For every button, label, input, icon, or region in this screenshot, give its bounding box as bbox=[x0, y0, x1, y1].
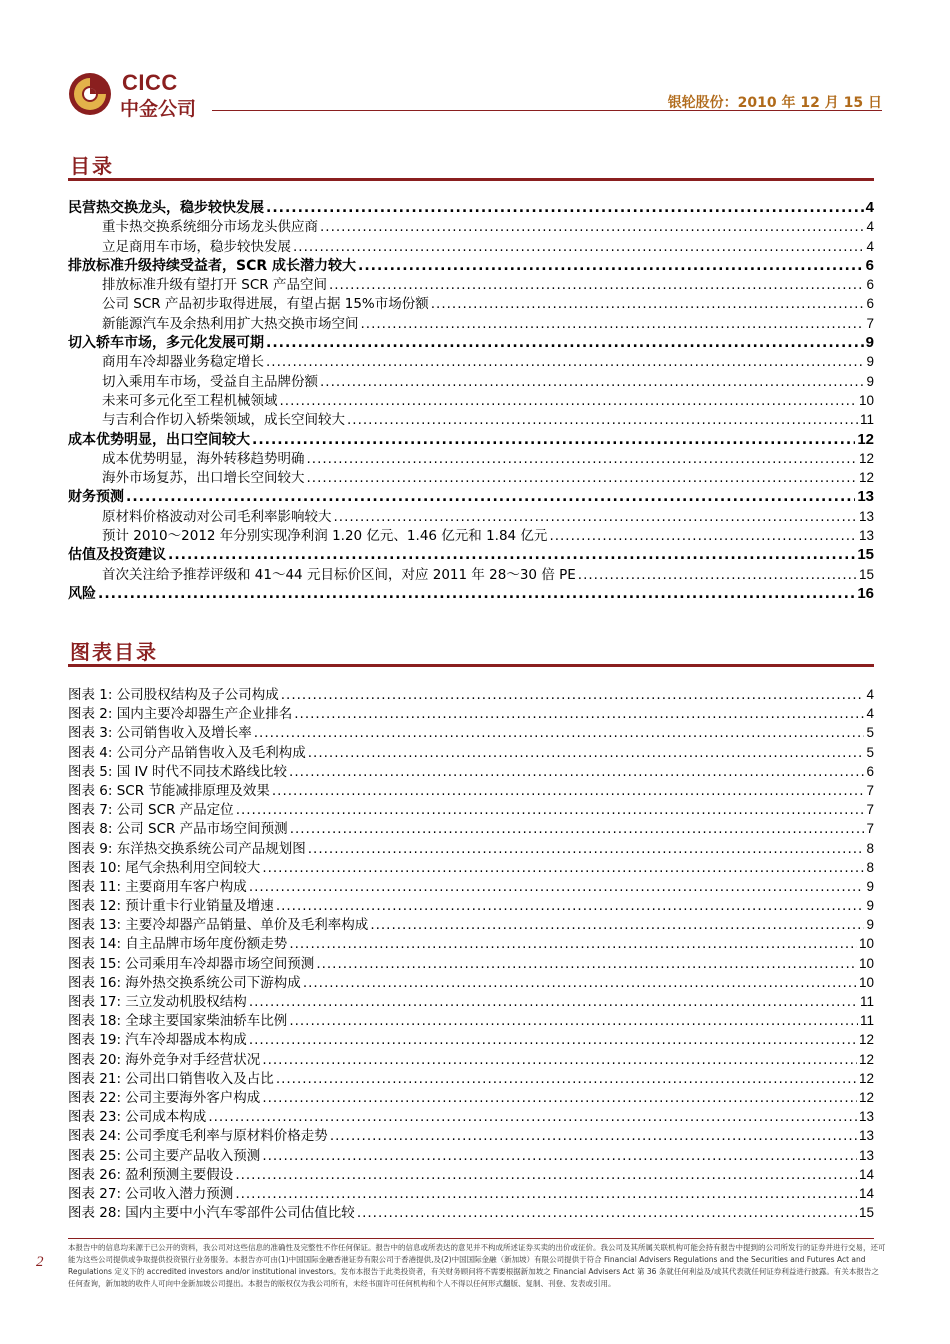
figure-entry-label: 图表 20: 海外竞争对手经营状况 bbox=[68, 1051, 261, 1068]
figure-entry-label: 图表 28: 国内主要中小汽车零部件公司估值比较 bbox=[68, 1205, 355, 1222]
figure-entry[interactable] bbox=[68, 781, 874, 800]
toc-entry-label: 排放标准升级有望打开 SCR 产品空间 bbox=[102, 277, 327, 294]
figure-entry-label: 图表 14: 自主品牌市场年度份额走势 bbox=[68, 936, 288, 953]
toc-section-entry[interactable] bbox=[68, 449, 874, 468]
figure-entry[interactable] bbox=[68, 934, 874, 953]
toc-chapter-entry[interactable] bbox=[68, 333, 874, 352]
toc-leader-dots bbox=[549, 527, 857, 546]
figures-list bbox=[68, 685, 874, 1222]
toc-entry-label: 首次关注给予推荐评级和 41～44 元目标价区间，对应 2011 年 28～30 倍 PE bbox=[102, 566, 576, 583]
figure-entry-label: 图表 9: 东洋热交换系统公司产品规划图 bbox=[68, 840, 306, 857]
figure-entry-label: 图表 13: 主要冷却器产品销量、单价及毛利率构成 bbox=[68, 917, 369, 934]
toc-section-entry[interactable] bbox=[68, 352, 874, 371]
figure-entry-label: 图表 23: 公司成本构成 bbox=[68, 1109, 207, 1126]
figure-leader-dots bbox=[330, 1127, 857, 1146]
figure-entry[interactable] bbox=[68, 743, 874, 762]
toc-entry-page: 11 bbox=[859, 412, 874, 428]
toc-chapter-entry[interactable] bbox=[68, 198, 874, 217]
cicc-logo-icon bbox=[68, 72, 112, 116]
toc-section-entry[interactable] bbox=[68, 237, 874, 256]
figure-entry-label: 图表 18: 全球主要国家柴油轿车比例 bbox=[68, 1013, 288, 1030]
footer-rule bbox=[68, 1238, 874, 1239]
toc-title-rule bbox=[68, 178, 874, 181]
disclaimer: 本报告中的信息均来源于已公开的资料，我公司对这些信息的准确性及完整性不作任何保证。报告中的信息或所表达的意见并不构成所述证券买卖的出价或征价。我公司及其所属关联机构可能会持有报告中提到的公司所发行的证券并进行交易，还可能为这些公司提供或争取提供投资银行业务服务。本报告亦可由(1)中国国际金融香港证券有限公司于香港提供,及(2)中国国际金融（新加坡）有限公司提供于符合 Financial Advisers Regulations and the Securities and Futures Act and Regulations 定义下的 accredited investors and/or institutional investors。发布本报告于此类投资者，有关财务顾问将不需要根据新加坡之 Financial Advisers Act 第 36 条就任何利益及/或其代表就任何证券利益进行披露。有关本报告之任何查询，新加坡的收件人可向中金新加坡公司提出。本报告的版权仅为我公司所有，未经书面许可任何机构和个人不得以任何形式翻版、复制、刊登、发表或引用。 bbox=[68, 1243, 886, 1288]
toc-entry-label: 原材料价格波动对公司毛利率影响较大 bbox=[102, 508, 332, 525]
figure-entry[interactable] bbox=[68, 762, 874, 781]
figure-entry-page: 9 bbox=[866, 898, 874, 914]
figure-entry[interactable] bbox=[68, 1184, 874, 1203]
toc-section-entry[interactable] bbox=[68, 468, 874, 487]
figure-leader-dots bbox=[235, 1166, 857, 1185]
figure-entry-page: 12 bbox=[858, 1070, 874, 1086]
figure-entry-page: 4 bbox=[866, 706, 874, 722]
toc-leader-dots bbox=[293, 238, 864, 257]
figure-leader-dots bbox=[235, 1185, 857, 1204]
toc-entry-page: 10 bbox=[858, 392, 874, 408]
figure-entry-page: 10 bbox=[858, 955, 874, 971]
figure-entry-page: 9 bbox=[866, 917, 874, 933]
figure-entry-page: 13 bbox=[858, 1109, 874, 1125]
toc-entry-page: 15 bbox=[858, 566, 874, 582]
toc-leader-dots bbox=[334, 508, 857, 527]
figure-entry-page: 10 bbox=[858, 936, 874, 952]
toc-entry-page: 6 bbox=[866, 296, 874, 312]
toc-entry-label: 公司 SCR 产品初步取得进展，有望占据 15%市场份额 bbox=[102, 296, 429, 313]
figure-leader-dots bbox=[249, 993, 858, 1012]
toc-section-entry[interactable] bbox=[68, 507, 874, 526]
toc-section-entry[interactable] bbox=[68, 314, 874, 333]
figures-title-rule bbox=[68, 664, 874, 667]
figure-entry[interactable] bbox=[68, 1011, 874, 1030]
figure-leader-dots bbox=[236, 801, 865, 820]
toc-section-entry[interactable] bbox=[68, 410, 874, 429]
figure-leader-dots bbox=[262, 859, 864, 878]
figure-entry-page: 8 bbox=[866, 859, 874, 875]
figure-entry-label: 图表 27: 公司收入潜力预测 bbox=[68, 1185, 234, 1202]
figure-leader-dots bbox=[262, 1051, 857, 1070]
figure-entry-page: 7 bbox=[866, 802, 874, 818]
toc-entry-page: 9 bbox=[866, 373, 874, 389]
figure-leader-dots bbox=[308, 744, 865, 763]
toc-entry-page: 12 bbox=[858, 470, 874, 486]
figure-entry[interactable] bbox=[68, 723, 874, 742]
toc-leader-dots bbox=[307, 450, 857, 469]
toc-entry-page: 9 bbox=[865, 334, 874, 352]
toc-entry-label: 立足商用车市场，稳步较快发展 bbox=[102, 238, 291, 255]
toc-section-entry[interactable] bbox=[68, 391, 874, 410]
toc-leader-dots bbox=[320, 373, 864, 392]
toc-chapter-entry[interactable] bbox=[68, 545, 874, 564]
toc-entry-page: 4 bbox=[865, 199, 874, 216]
figure-leader-dots bbox=[254, 724, 865, 743]
figure-leader-dots bbox=[272, 782, 865, 801]
toc-leader-dots bbox=[126, 488, 855, 507]
toc-entry-page: 9 bbox=[866, 354, 874, 370]
figure-entry-label: 图表 10: 尾气余热利用空间较大 bbox=[68, 859, 261, 876]
toc-leader-dots bbox=[266, 199, 864, 218]
toc-entry-label: 成本优势明显，出口空间较大 bbox=[68, 431, 250, 448]
toc-entry-page: 6 bbox=[866, 277, 874, 293]
figure-leader-dots bbox=[276, 897, 865, 916]
figure-entry-page: 14 bbox=[858, 1185, 874, 1201]
toc-entry-label: 排放标准升级持续受益者，SCR 成长潜力较大 bbox=[68, 257, 357, 274]
figure-leader-dots bbox=[303, 974, 857, 993]
figure-leader-dots bbox=[208, 1108, 857, 1127]
figure-leader-dots bbox=[281, 686, 865, 705]
toc-title: 目录 bbox=[70, 154, 114, 178]
toc-leader-dots bbox=[98, 585, 855, 604]
figure-entry-page: 8 bbox=[866, 840, 874, 856]
figure-entry-label: 图表 5: 国 IV 时代不同技术路线比较 bbox=[68, 763, 288, 780]
figure-entry-label: 图表 19: 汽车冷却器成本构成 bbox=[68, 1032, 247, 1049]
figure-leader-dots bbox=[262, 1147, 857, 1166]
toc-entry-page: 13 bbox=[857, 488, 874, 506]
toc-entry-page: 12 bbox=[858, 450, 874, 466]
figure-leader-dots bbox=[316, 955, 857, 974]
toc-entry-page: 16 bbox=[857, 584, 874, 602]
figure-leader-dots bbox=[249, 878, 865, 897]
toc-section-entry[interactable] bbox=[68, 526, 874, 545]
toc-entry-label: 风险 bbox=[68, 585, 96, 602]
figure-leader-dots bbox=[308, 840, 865, 859]
toc-entry-page: 13 bbox=[858, 508, 874, 524]
figure-entry[interactable] bbox=[68, 1088, 874, 1107]
figure-entry[interactable] bbox=[68, 973, 874, 992]
figure-entry-page: 15 bbox=[858, 1205, 874, 1221]
figure-entry-label: 图表 6: SCR 节能减排原理及效果 bbox=[68, 782, 270, 799]
figure-entry[interactable] bbox=[68, 704, 874, 723]
report-company-date: 银轮股份：2010 年 12 月 15 日 bbox=[667, 95, 882, 111]
figure-entry-label: 图表 12: 预计重卡行业销量及增速 bbox=[68, 898, 274, 915]
figure-entry[interactable] bbox=[68, 1030, 874, 1049]
figure-entry[interactable] bbox=[68, 1107, 874, 1126]
figure-leader-dots bbox=[289, 763, 864, 782]
figure-leader-dots bbox=[357, 1204, 857, 1223]
figure-entry-label: 图表 22: 公司主要海外客户构成 bbox=[68, 1089, 261, 1106]
figure-entry-page: 12 bbox=[858, 1032, 874, 1048]
toc-chapter-entry[interactable] bbox=[68, 256, 874, 275]
toc-entry-label: 重卡热交换系统细分市场龙头供应商 bbox=[102, 219, 318, 236]
toc-entry-label: 未来可多元化至工程机械领域 bbox=[102, 392, 278, 409]
figure-entry-label: 图表 15: 公司乘用车冷却器市场空间预测 bbox=[68, 955, 315, 972]
figure-leader-dots bbox=[276, 1070, 857, 1089]
figure-entry[interactable] bbox=[68, 685, 874, 704]
figure-entry[interactable] bbox=[68, 896, 874, 915]
figure-entry[interactable] bbox=[68, 877, 874, 896]
figure-entry-page: 6 bbox=[866, 763, 874, 779]
toc-section-entry[interactable] bbox=[68, 294, 874, 313]
toc-entry-label: 成本优势明显，海外转移趋势明确 bbox=[102, 450, 305, 467]
figure-entry[interactable] bbox=[68, 1165, 874, 1184]
figure-entry-label: 图表 25: 公司主要产品收入预测 bbox=[68, 1147, 261, 1164]
toc-leader-dots bbox=[329, 276, 865, 295]
toc-leader-dots bbox=[252, 431, 855, 450]
figure-entry-label: 图表 26: 盈利预测主要假设 bbox=[68, 1166, 234, 1183]
figure-entry[interactable] bbox=[68, 800, 874, 819]
figure-entry[interactable] bbox=[68, 1126, 874, 1145]
cicc-logo bbox=[68, 72, 228, 122]
toc-leader-dots bbox=[361, 315, 865, 334]
figure-entry-page: 7 bbox=[866, 821, 874, 837]
figure-entry-page: 13 bbox=[858, 1147, 874, 1163]
toc-section-entry[interactable] bbox=[68, 565, 874, 584]
toc-section-entry[interactable] bbox=[68, 275, 874, 294]
toc-entry-label: 海外市场复苏，出口增长空间较大 bbox=[102, 470, 305, 487]
toc-leader-dots bbox=[266, 334, 864, 353]
toc-entry-label: 与吉利合作切入轿柴领域，成长空间较大 bbox=[102, 412, 345, 429]
figure-entry-label: 图表 8: 公司 SCR 产品市场空间预测 bbox=[68, 821, 288, 838]
figure-entry[interactable] bbox=[68, 992, 874, 1011]
figure-entry-label: 图表 16: 海外热交换系统公司下游构成 bbox=[68, 974, 301, 991]
figure-entry[interactable] bbox=[68, 839, 874, 858]
toc-entry-label: 新能源汽车及余热利用扩大热交换市场空间 bbox=[102, 315, 359, 332]
figure-entry-label: 图表 2: 国内主要冷却器生产企业排名 bbox=[68, 706, 293, 723]
toc-chapter-entry[interactable] bbox=[68, 487, 874, 506]
figure-leader-dots bbox=[289, 935, 857, 954]
toc-entry-label: 商用车冷却器业务稳定增长 bbox=[102, 354, 264, 371]
toc-leader-dots bbox=[578, 566, 857, 585]
toc-leader-dots bbox=[431, 295, 865, 314]
toc-chapter-entry[interactable] bbox=[68, 430, 874, 449]
figure-leader-dots bbox=[290, 820, 865, 839]
figure-entry[interactable] bbox=[68, 819, 874, 838]
figure-entry-label: 图表 1: 公司股权结构及子公司构成 bbox=[68, 687, 279, 703]
page-number: 2 bbox=[36, 1254, 44, 1270]
logo-chinese: 中金公司 bbox=[120, 98, 197, 120]
figure-entry-label: 图表 17: 三立发动机股权结构 bbox=[68, 994, 247, 1010]
figure-entry-page: 5 bbox=[866, 744, 874, 760]
toc-leader-dots bbox=[320, 218, 864, 237]
figure-entry[interactable] bbox=[68, 954, 874, 973]
figure-entry[interactable] bbox=[68, 858, 874, 877]
toc-entry-page: 13 bbox=[858, 528, 874, 544]
toc-entry-label: 民营热交换龙头，稳步较快发展 bbox=[68, 200, 264, 216]
figure-entry-label: 图表 7: 公司 SCR 产品定位 bbox=[68, 802, 234, 819]
figure-entry-page: 12 bbox=[858, 1051, 874, 1067]
toc-entry-page: 15 bbox=[857, 546, 874, 564]
figure-entry[interactable] bbox=[68, 1203, 874, 1222]
figure-entry-label: 图表 24: 公司季度毛利率与原材料价格走势 bbox=[68, 1128, 328, 1145]
figure-leader-dots bbox=[370, 916, 864, 935]
figure-entry-page: 9 bbox=[866, 878, 874, 894]
toc-entry-page: 6 bbox=[865, 256, 874, 274]
figure-entry[interactable] bbox=[68, 1069, 874, 1088]
figure-entry-page: 10 bbox=[858, 974, 874, 990]
figure-entry-page: 12 bbox=[858, 1089, 874, 1105]
figure-entry-label: 图表 4: 公司分产品销售收入及毛利构成 bbox=[68, 744, 306, 761]
figure-entry-label: 图表 3: 公司销售收入及增长率 bbox=[68, 725, 252, 742]
figure-entry[interactable] bbox=[68, 1050, 874, 1069]
figure-entry-page: 7 bbox=[866, 782, 874, 798]
toc-section-entry[interactable] bbox=[68, 372, 874, 391]
figures-title: 图表目录 bbox=[70, 640, 158, 664]
toc-leader-dots bbox=[280, 392, 857, 411]
toc-entry-page: 12 bbox=[857, 430, 874, 448]
toc-entry-label: 估值及投资建议 bbox=[68, 547, 166, 564]
toc-chapter-entry[interactable] bbox=[68, 584, 874, 603]
toc-entry-label: 财务预测 bbox=[68, 489, 124, 506]
logo-english: CICC bbox=[122, 70, 178, 95]
figure-leader-dots bbox=[289, 1012, 858, 1031]
toc-entry-page: 4 bbox=[866, 219, 874, 235]
figure-entry-page: 13 bbox=[858, 1128, 874, 1144]
figure-leader-dots bbox=[294, 705, 864, 724]
toc-section-entry[interactable] bbox=[68, 217, 874, 236]
figure-entry-page: 11 bbox=[859, 994, 874, 1009]
figure-entry-page: 11 bbox=[859, 1013, 874, 1029]
toc-leader-dots bbox=[266, 353, 864, 372]
figure-entry-page: 14 bbox=[858, 1166, 874, 1182]
toc-entry-page: 4 bbox=[866, 238, 874, 254]
toc-leader-dots bbox=[358, 257, 864, 276]
figure-entry-label: 图表 21: 公司出口销售收入及占比 bbox=[68, 1070, 274, 1087]
figure-entry-page: 5 bbox=[866, 725, 874, 741]
toc-entry-label: 预计 2010～2012 年分别实现净利润 1.20 亿元、1.46 亿元和 1.84 亿元 bbox=[102, 528, 548, 545]
figure-leader-dots bbox=[249, 1031, 857, 1050]
toc-entry-label: 切入乘用车市场，受益自主品牌份额 bbox=[102, 373, 318, 390]
figure-entry-label: 图表 11: 主要商用车客户构成 bbox=[68, 878, 247, 895]
toc-leader-dots bbox=[347, 411, 858, 430]
figure-entry[interactable] bbox=[68, 1146, 874, 1165]
toc-leader-dots bbox=[307, 469, 857, 488]
figure-entry-page: 4 bbox=[866, 687, 874, 702]
toc-list bbox=[68, 198, 874, 603]
toc-leader-dots bbox=[168, 546, 855, 565]
toc-entry-page: 7 bbox=[866, 315, 874, 331]
figure-leader-dots bbox=[262, 1089, 857, 1108]
toc-entry-label: 切入轿车市场，多元化发展可期 bbox=[68, 335, 264, 352]
figure-entry[interactable] bbox=[68, 915, 874, 934]
